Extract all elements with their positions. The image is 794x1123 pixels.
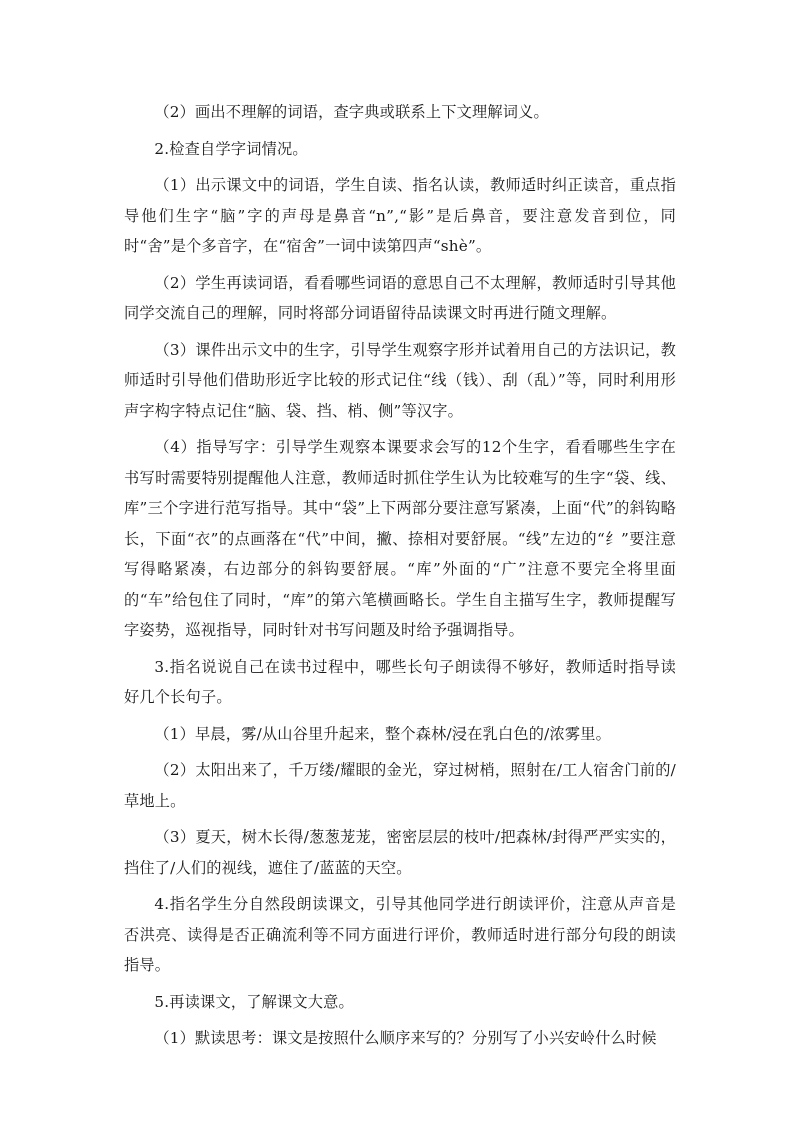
paragraph-sentence-1: （1）早晨，雾/从山谷里升起来，整个森林/浸在乳白色的/浓雾里。 (154, 724, 612, 743)
paragraph-sub-1-silent-reading: （1）默读思考：课文是按照什么顺序来写的？分别写了小兴安岭什么时候 (154, 1029, 657, 1047)
paragraph-sentence-2: （2）太阳出来了，千万缕/耀眼的金光，穿过树梢，照射在/工人宿舍门前的/草地上。 (124, 761, 676, 810)
paragraph-step-3-long-sentences: 3.指名说说自己在读书过程中，哪些长句子朗读得不够好，教师适时指导读好几个长句子。 (124, 657, 676, 706)
paragraph-sub-1-show-words: （1）出示课文中的词语，学生自读、指名认读，教师适时纠正读音，重点指导他们生字“脑”字的声母是鼻音“n”,“影”是后鼻音，要注意发音到位，同时“舍”是个多音字，在“宿舍”一词中读第四声“shè”。 (124, 176, 676, 255)
paragraph-sub-2-unknown-words: （2）画出不理解的词语，查字典或联系上下文理解词义。 (154, 103, 549, 121)
paragraph-sentence-3: （3）夏天，树木长得/葱葱茏茏，密密层层的枝叶/把森林/封得严严实实的，挡住了/人们的视线，遮住了/蓝蓝的天空。 (124, 828, 676, 877)
paragraph-step-2-check-words: 2.检查自学字词情况。 (154, 139, 308, 158)
paragraph-sub-2-reread-words: （2）学生再读词语，看看哪些词语的意思自己不太理解，教师适时引导其他同学交流自己的理解，同时将部分词语留待品读课文时再进行随文理解。 (124, 273, 676, 322)
paragraph-sub-4-writing-guidance: （4）指导写字：引导学生观察本课要求会写的12个生字，看看哪些生字在书写时需要特别提醒他人注意，教师适时抓住学生认为比较难写的生字“袋、线、库”三个字进行范写指导。其中“袋”上下两部分要注意写紧凑，上面“代”的斜钩略长，下面“衣”的点画落在“代”中间，撇、捺相对要舒展。“线”左边的“纟”要注意写得略紧凑，右边部分的斜钩要舒展。“库”外面的“广”注意不要完全将里面的“车”给包住了同时，“库”的第六笔横画略长。学生自主描写生字，教师提醒写字姿势，巡视指导，同时针对书写问题及时给予强调指导。 (124, 438, 676, 639)
document-body (124, 97, 676, 1060)
paragraph-step-5-reread-text: 5.再读课文，了解课文大意。 (154, 992, 354, 1011)
paragraph-sub-3-new-characters: （3）课件出示文中的生字，引导学生观察字形并试着用自己的方法识记，教师适时引导他们借助形近字比较的形式记住“线（钱）、刮（乱）”等，同时利用形声字构字特点记住“脑、袋、挡、梢、侧”等汉字。 (124, 340, 676, 420)
paragraph-step-4-read-aloud: 4.指名学生分自然段朗读课文，引导其他同学进行朗读评价，注意从声音是否洪亮、读得是否正确流利等不同方面进行评价，教师适时进行部分句段的朗读指导。 (124, 895, 676, 974)
